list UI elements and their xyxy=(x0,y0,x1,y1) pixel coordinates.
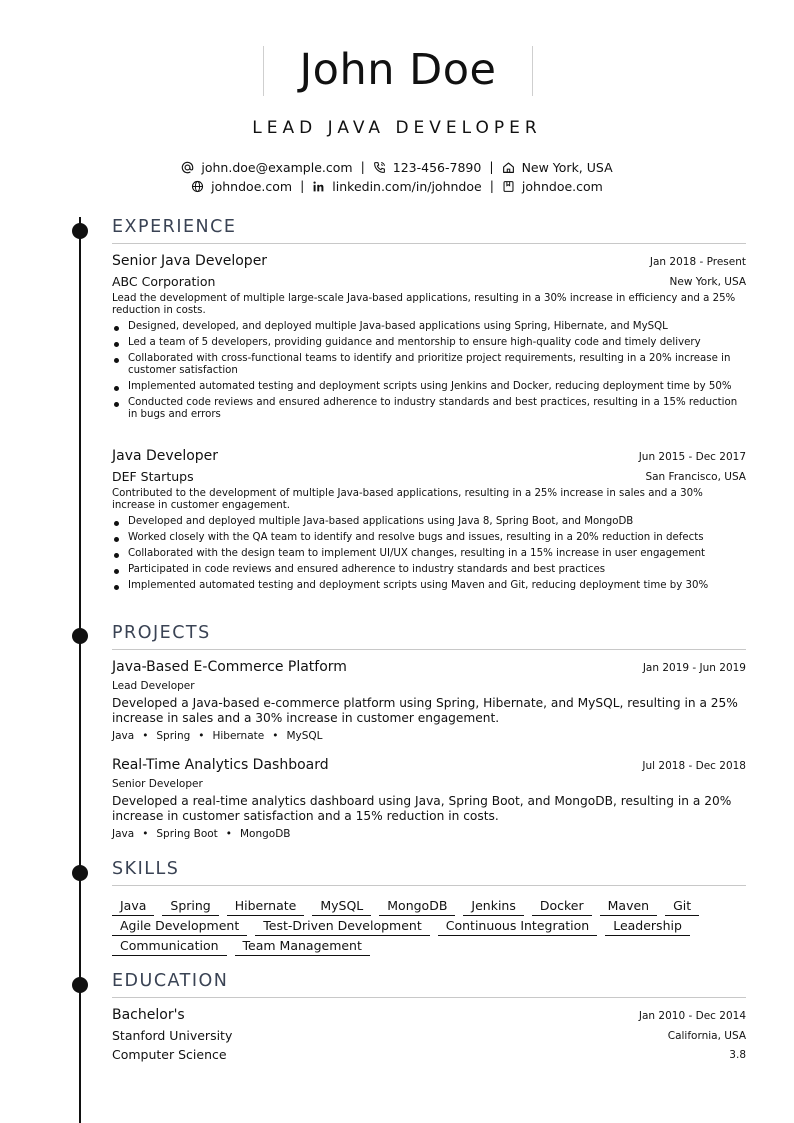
education-field: Computer Science xyxy=(112,1047,227,1062)
contact-phone-text: 123-456-7890 xyxy=(392,160,482,175)
separator: | xyxy=(300,178,305,193)
tech-item: MySQL xyxy=(286,730,323,742)
list-item: Led a team of 5 developers, providing guidance and mentorship to ensure high-quality code and timely delivery xyxy=(112,337,746,349)
project-role: Lead Developer xyxy=(112,680,195,692)
contact-linkedin-text: linkedin.com/in/johndoe xyxy=(332,179,482,194)
job-location: San Francisco, USA xyxy=(645,471,746,483)
tech-item: Spring xyxy=(156,730,191,742)
at-icon xyxy=(181,161,194,174)
project-dates: Jul 2018 - Dec 2018 xyxy=(642,760,746,772)
job-company: ABC Corporation xyxy=(112,274,216,289)
skill-tag: Jenkins xyxy=(463,898,523,916)
contact-location-text: New York, USA xyxy=(521,160,613,175)
linkedin-icon xyxy=(312,180,325,193)
job-company: DEF Startups xyxy=(112,469,194,484)
section-title-projects: PROJECTS xyxy=(112,623,746,650)
contact-portfolio-text: johndoe.com xyxy=(521,179,603,194)
tech-item: Spring Boot xyxy=(156,828,218,840)
job-bullets xyxy=(112,321,746,425)
contact-phone[interactable] xyxy=(373,160,482,175)
bullet-separator: • xyxy=(142,730,149,742)
contact-row-1 xyxy=(0,159,794,175)
timeline-dot-skills xyxy=(72,865,88,881)
bullet-separator: • xyxy=(272,730,279,742)
home-icon xyxy=(502,161,515,174)
candidate-name: John Doe xyxy=(299,45,497,95)
project-name: Java-Based E-Commerce Platform xyxy=(112,659,347,675)
project-description: Developed a Java-based e-commerce platform using Spring, Hibernate, and MySQL, resulting in a 25% increase in sales and a 30% increase in customer engagement. xyxy=(112,696,738,725)
list-item: Implemented automated testing and deployment scripts using Maven and Git, reducing deployment time by 30% xyxy=(112,580,746,592)
list-item: Collaborated with cross-functional teams to identify and prioritize project requirements, resulting in a 20% increase in customer satisfaction xyxy=(112,353,746,377)
project-dates: Jan 2019 - Jun 2019 xyxy=(642,662,746,674)
skill-tag: MySQL xyxy=(312,898,371,916)
project-description: Developed a real-time analytics dashboard using Java, Spring Boot, and MongoDB, resulting in a 20% increase in customer satisfaction and a 15% reduction in costs. xyxy=(112,794,732,823)
contact-linkedin[interactable] xyxy=(312,179,481,194)
project-name: Real-Time Analytics Dashboard xyxy=(112,757,329,773)
skill-tag: Continuous Integration xyxy=(438,918,597,936)
tech-item: Hibernate xyxy=(212,730,265,742)
contact-location xyxy=(502,160,613,175)
skills-row xyxy=(112,915,752,935)
list-item: Collaborated with the design team to implement UI/UX changes, resulting in a 15% increase in user engagement xyxy=(112,548,746,560)
contact-website-text: johndoe.com xyxy=(211,179,293,194)
skill-tag: Hibernate xyxy=(227,898,305,916)
skill-tag: Git xyxy=(665,898,699,916)
job-bullets xyxy=(112,516,746,596)
job-role: Java Developer xyxy=(112,448,219,464)
section-title-skills: SKILLS xyxy=(112,859,746,886)
phone-icon xyxy=(373,161,386,174)
tech-item: MongoDB xyxy=(239,828,291,840)
timeline-dot-experience xyxy=(72,223,88,239)
job-title: LEAD JAVA DEVELOPER xyxy=(252,118,542,138)
job-location: New York, USA xyxy=(669,276,746,288)
list-item: Implemented automated testing and deployment scripts using Jenkins and Docker, reducing deployment time by 50% xyxy=(112,381,746,393)
contact-email-text: john.doe@example.com xyxy=(201,160,353,175)
separator: | xyxy=(360,159,365,174)
timeline-dot-education xyxy=(72,977,88,993)
contact-website[interactable] xyxy=(191,179,292,194)
contact-row-2 xyxy=(0,178,794,194)
job-summary: Contributed to the development of multiple Java-based applications, resulting in a 25% increase in sales and a 30% increase in customer engagement. xyxy=(112,488,703,511)
separator: | xyxy=(489,159,494,174)
skill-tag: MongoDB xyxy=(379,898,455,916)
project-tech-list xyxy=(112,828,291,840)
list-item: Developed and deployed multiple Java-based applications using Java 8, Spring Boot, and MongoDB xyxy=(112,516,746,528)
project-role: Senior Developer xyxy=(112,778,203,790)
skill-tag: Team Management xyxy=(235,938,370,956)
education-school: Stanford University xyxy=(112,1028,233,1043)
skills-list xyxy=(112,895,752,955)
skill-tag: Test-Driven Development xyxy=(255,918,430,936)
skill-tag: Maven xyxy=(600,898,657,916)
bullet-separator: • xyxy=(225,828,232,840)
job-dates: Jun 2015 - Dec 2017 xyxy=(638,451,746,463)
list-item: Designed, developed, and deployed multiple Java-based applications using Spring, Hibernate, and MySQL xyxy=(112,321,746,333)
timeline-dot-projects xyxy=(72,628,88,644)
skill-tag: Agile Development xyxy=(112,918,247,936)
contact-email[interactable] xyxy=(181,160,352,175)
bullet-separator: • xyxy=(142,828,149,840)
section-title-experience: EXPERIENCE xyxy=(112,217,746,244)
education-gpa: 3.8 xyxy=(729,1049,746,1061)
skill-tag: Communication xyxy=(112,938,227,956)
tech-item: Java xyxy=(112,828,135,840)
skills-row xyxy=(112,895,752,915)
list-item: Participated in code reviews and ensured adherence to industry standards and best practices xyxy=(112,564,746,576)
skill-tag: Java xyxy=(112,898,154,916)
job-summary: Lead the development of multiple large-scale Java-based applications, resulting in a 30% increase in efficiency and a 25% reduction in costs. xyxy=(112,293,736,316)
job-dates: Jan 2018 - Present xyxy=(649,256,746,268)
skill-tag: Docker xyxy=(532,898,592,916)
job-role: Senior Java Developer xyxy=(112,253,268,269)
skill-tag: Leadership xyxy=(605,918,690,936)
tech-item: Java xyxy=(112,730,135,742)
bullet-separator: • xyxy=(198,730,205,742)
contact-portfolio[interactable] xyxy=(502,179,603,194)
skills-row xyxy=(112,935,752,955)
globe-icon xyxy=(191,180,204,193)
skill-tag: Spring xyxy=(162,898,218,916)
list-item: Worked closely with the QA team to identify and resolve bugs and issues, resulting in a 20% reduction in defects xyxy=(112,532,746,544)
education-degree: Bachelor's xyxy=(112,1007,185,1023)
education-dates: Jan 2010 - Dec 2014 xyxy=(638,1010,746,1022)
project-tech-list xyxy=(112,730,323,742)
education-location: California, USA xyxy=(667,1030,746,1042)
separator: | xyxy=(489,178,494,193)
name-frame xyxy=(263,46,533,96)
section-title-education: EDUCATION xyxy=(112,971,746,998)
portfolio-icon xyxy=(502,180,515,193)
list-item: Conducted code reviews and ensured adherence to industry standards and best practices, resulting in a 15% reduction in bugs and errors xyxy=(112,397,746,421)
